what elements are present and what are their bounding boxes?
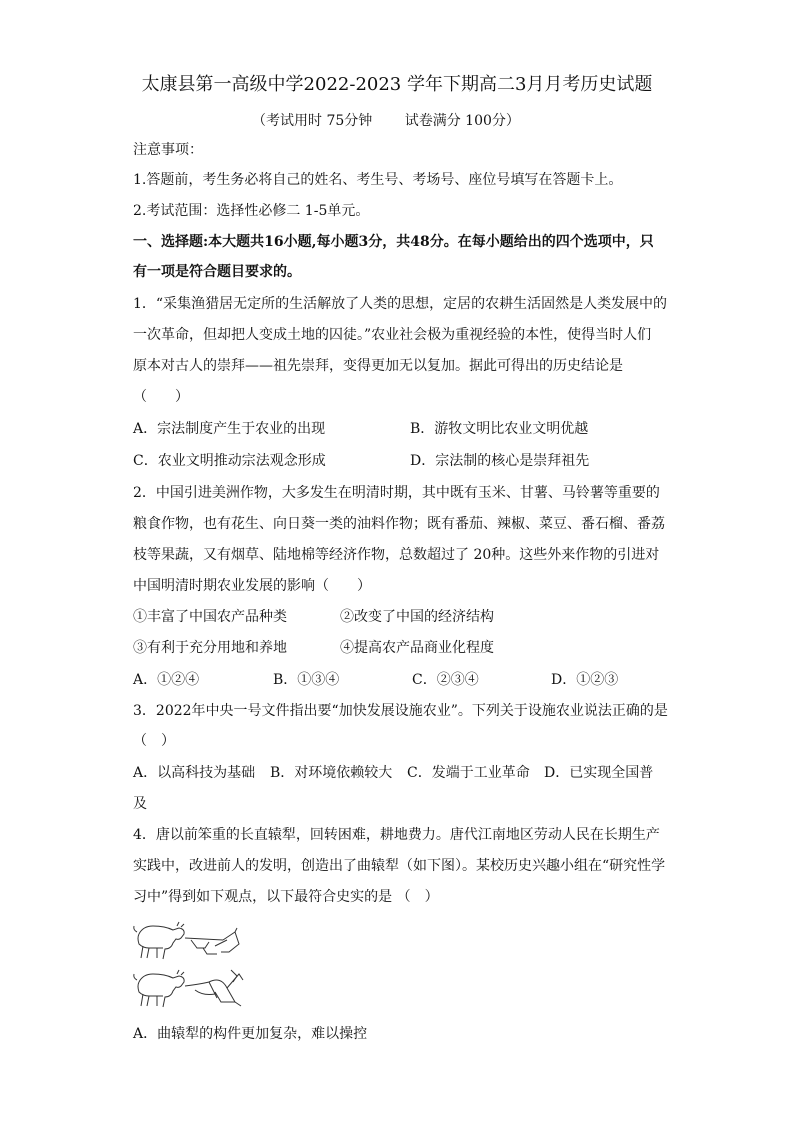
- q4-stem-line-1: 4．唐以前笨重的长直辕犁，回转困难，耕地费力。唐代江南地区劳动人民在长期生产: [133, 827, 660, 843]
- q2-item-3: ③有利于充分用地和养地: [133, 640, 287, 656]
- q2-option-c[interactable]: C．②③④: [412, 672, 479, 688]
- q1-stem-line-2: 一次革命，但却把人变成土地的囚徒。”农业社会极为重视经验的本性，使得当时人们: [133, 327, 652, 343]
- section-heading-line-2: 有一项是符合题目要求的。: [133, 264, 301, 280]
- q1-option-d[interactable]: D．宗法制的核心是崇拜祖先: [410, 453, 590, 469]
- exam-subtitle: [252, 110, 520, 130]
- q1-option-c[interactable]: C．农业文明推动宗法观念形成: [133, 453, 326, 469]
- q2-stem-line-4: 中国明清时期农业发展的影响（ ）: [133, 578, 371, 594]
- q2-item-1: ①丰富了中国农产品种类: [133, 609, 287, 625]
- section-heading-line-1: 一、选择题:本大题共16小题,每小题3分，共48分。在每小题给出的四个选项中，只: [133, 234, 654, 250]
- q3-stem-line-2: （ ）: [133, 733, 175, 749]
- q3-option-d-wrap: 及: [133, 796, 147, 812]
- q4-stem-line-2: 实践中，改进前人的发明，创造出了曲辕犁（如下图）。某校历史兴趣小组在“研究性学: [133, 858, 666, 874]
- exam-title: 太康县第一高级中学2022-2023 学年下期高二3月月考历史试题: [141, 74, 653, 95]
- q3-option-a[interactable]: A．以高科技为基础: [133, 765, 256, 781]
- q4-option-a[interactable]: A．曲辕犁的构件更加复杂，难以操控: [133, 1026, 368, 1042]
- q2-option-d[interactable]: D．①②③: [551, 672, 619, 688]
- q1-option-b[interactable]: B．游牧文明比农业文明优越: [410, 421, 589, 437]
- exam-time-note: （考试用时 75分钟: [252, 113, 373, 129]
- q1-stem-line-1: 1．“采集渔猎居无定所的生活解放了人类的思想，定居的农耕生活固然是人类发展中的: [133, 296, 668, 312]
- notes-item-1: 1.答题前，考生务必将自己的姓名、考生号、考场号、座位号填写在答题卡上。: [133, 172, 623, 188]
- q1-stem-line-3: 原本对古人的崇拜——祖先崇拜，变得更加无以复加。据此可得出的历史结论是: [133, 358, 623, 374]
- q2-stem-line-1: 2．中国引进美洲作物，大多发生在明清时期，其中既有玉米、甘薯、马铃薯等重要的: [133, 485, 660, 501]
- exam-score-note: 试卷满分 100分）: [404, 113, 520, 129]
- q2-item-2: ②改变了中国的经济结构: [340, 609, 494, 625]
- q1-stem-line-4: （ ）: [133, 389, 189, 405]
- q2-option-b[interactable]: B．①③④: [273, 672, 340, 688]
- plough-illustration: [131, 918, 259, 1014]
- q2-option-a[interactable]: A．①②④: [133, 672, 200, 688]
- notes-item-2: 2.考试范围：选择性必修二 1-5单元。: [133, 203, 370, 219]
- q3-option-d[interactable]: D．已实现全国普: [544, 765, 654, 781]
- q2-item-4: ④提高农产品商业化程度: [340, 640, 494, 656]
- q4-stem-line-3: 习中”得到如下观点，以下最符合史实的是 （ ）: [133, 889, 439, 905]
- q3-option-c[interactable]: C．发端于工业革命: [407, 765, 530, 781]
- q3-stem-line-1: 3．2022年中央一号文件指出要“加快发展设施农业”。下列关于设施农业说法正确的是: [133, 703, 668, 719]
- q3-option-b[interactable]: B．对环境依赖较大: [270, 765, 393, 781]
- oxen-straight-plough-drawing: [134, 922, 239, 959]
- oxen-curved-plough-drawing: [134, 970, 243, 1007]
- q2-stem-line-2: 粮食作物，也有花生、向日葵一类的油料作物；既有番茄、辣椒、菜豆、番石榴、番荔: [133, 516, 665, 532]
- notes-heading: 注意事项：: [133, 142, 203, 158]
- q1-option-a[interactable]: A．宗法制度产生于农业的出现: [133, 421, 326, 437]
- q2-stem-line-3: 枝等果蔬，又有烟草、陆地棉等经济作物，总数超过了 20种。这些外来作物的引进对: [133, 547, 660, 563]
